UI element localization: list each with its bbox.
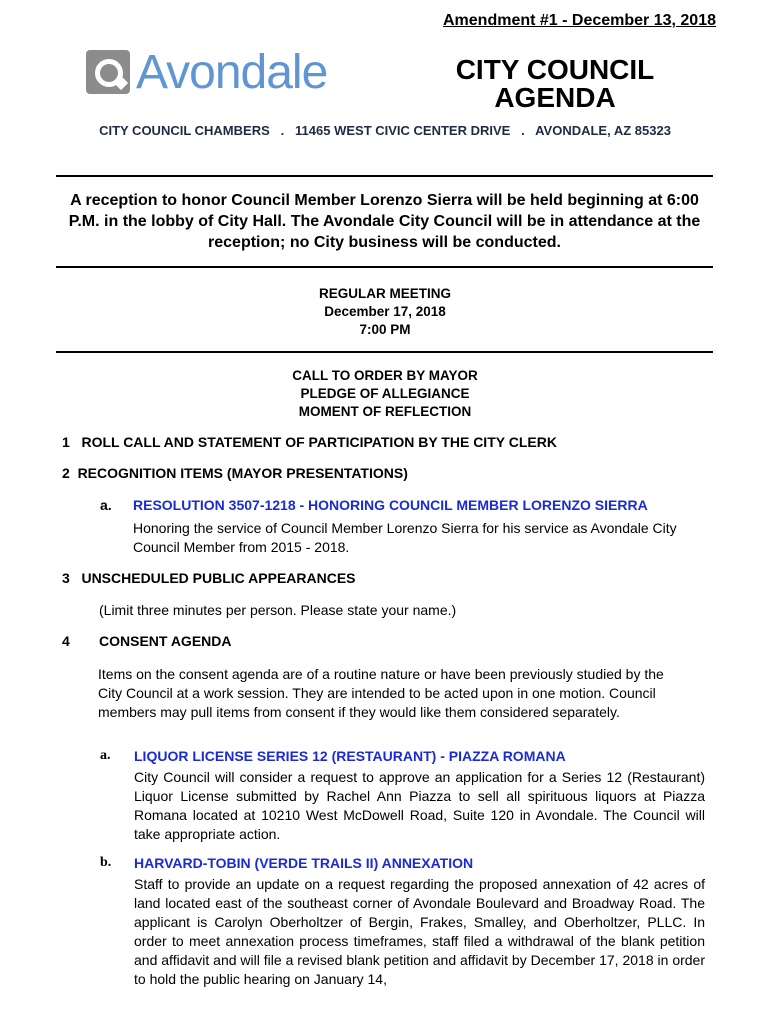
- item-4b-link[interactable]: HARVARD-TOBIN (VERDE TRAILS II) ANNEXATION: [134, 855, 474, 871]
- item-4-number: 4: [62, 633, 70, 649]
- item-3-public-appearances: 3 UNSCHEDULED PUBLIC APPEARANCES: [62, 570, 356, 586]
- item-4a-link[interactable]: LIQUOR LICENSE SERIES 12 (RESTAURANT) - PIAZZA ROMANA: [134, 748, 566, 764]
- divider: [56, 266, 713, 268]
- meeting-time: 7:00 PM: [359, 322, 411, 337]
- title-line-1: CITY COUNCIL: [455, 54, 655, 85]
- item-1-roll-call: 1 ROLL CALL AND STATEMENT OF PARTICIPATION BY THE CITY CLERK: [62, 434, 557, 450]
- amendment-date: Amendment #1 - December 13, 2018: [442, 12, 716, 29]
- item-4b-label: b.: [100, 855, 112, 870]
- opening-block: [0, 367, 770, 421]
- item-2-recognition: 2 RECOGNITION ITEMS (MAYOR PRESENTATIONS): [62, 465, 408, 481]
- item-3-text: (Limit three minutes per person. Please state your name.): [99, 602, 457, 618]
- item-4a-text: City Council will consider a request to approve an application for a Series 12 (Restaurant) Liquor License submitted by Rachel Ann Piazza to sell all spirituous liquors at Piazza Romana located at 10210 West McDowell Road, Suite 120 in Avondale. The Council will take appropriate action.: [134, 769, 705, 842]
- title-line-2: AGENDA: [494, 82, 616, 113]
- item-4a-label: a.: [100, 748, 111, 763]
- item-4-text: Items on the consent agenda are of a routine nature or have been previously studied by the City Council at a work session. They are intended to be acted upon in one motion. Council members may pull items from consent if they would like them considered separately.: [98, 666, 664, 720]
- logo-text: Avondale: [136, 45, 328, 99]
- call-to-order: CALL TO ORDER BY MAYOR: [292, 368, 478, 383]
- pledge: PLEDGE OF ALLEGIANCE: [300, 386, 470, 401]
- divider: [56, 175, 713, 177]
- page-title: [420, 56, 690, 112]
- item-2a-link[interactable]: RESOLUTION 3507-1218 - HONORING COUNCIL MEMBER LORENZO SIERRA: [133, 497, 648, 513]
- reception-notice: A reception to honor Council Member Lorenzo Sierra will be held beginning at 6:00 P.M. in the lobby of City Hall. The Avondale City Council will be in attendance at the reception; no City business will be conducted.: [68, 192, 701, 251]
- avondale-logo: [86, 44, 327, 100]
- meeting-type: REGULAR MEETING: [318, 286, 451, 301]
- chambers-address: CITY COUNCIL CHAMBERS . 11465 WEST CIVIC CENTER DRIVE . AVONDALE, AZ 85323: [99, 123, 671, 138]
- divider: [56, 351, 713, 353]
- magnifier-logo-icon: [86, 50, 130, 94]
- item-4-consent-agenda: CONSENT AGENDA: [99, 633, 232, 649]
- item-2a-label: a.: [100, 497, 112, 513]
- meeting-info: [0, 285, 770, 339]
- item-2a-text: Honoring the service of Council Member Lorenzo Sierra for his service as Avondale City Council Member from 2015 - 2018.: [133, 520, 677, 555]
- meeting-date: December 17, 2018: [324, 304, 446, 319]
- moment-of-reflection: MOMENT OF REFLECTION: [298, 404, 472, 419]
- item-4b-text: Staff to provide an update on a request regarding the proposed annexation of 42 acres of land located east of the southeast corner of Avondale Boulevard and Broadway Road. The applicant is Carolyn Oberholtzer of Bergin, Frakes, Smalley, and Oberholtzer, PLLC. In order to meet annexation process timeframes, staff filed a withdrawal of the blank petition and affidavit and will file a revised blank petition and affidavit by December 17, 2018 in order to hold the public hearing on January 14,: [134, 876, 705, 987]
